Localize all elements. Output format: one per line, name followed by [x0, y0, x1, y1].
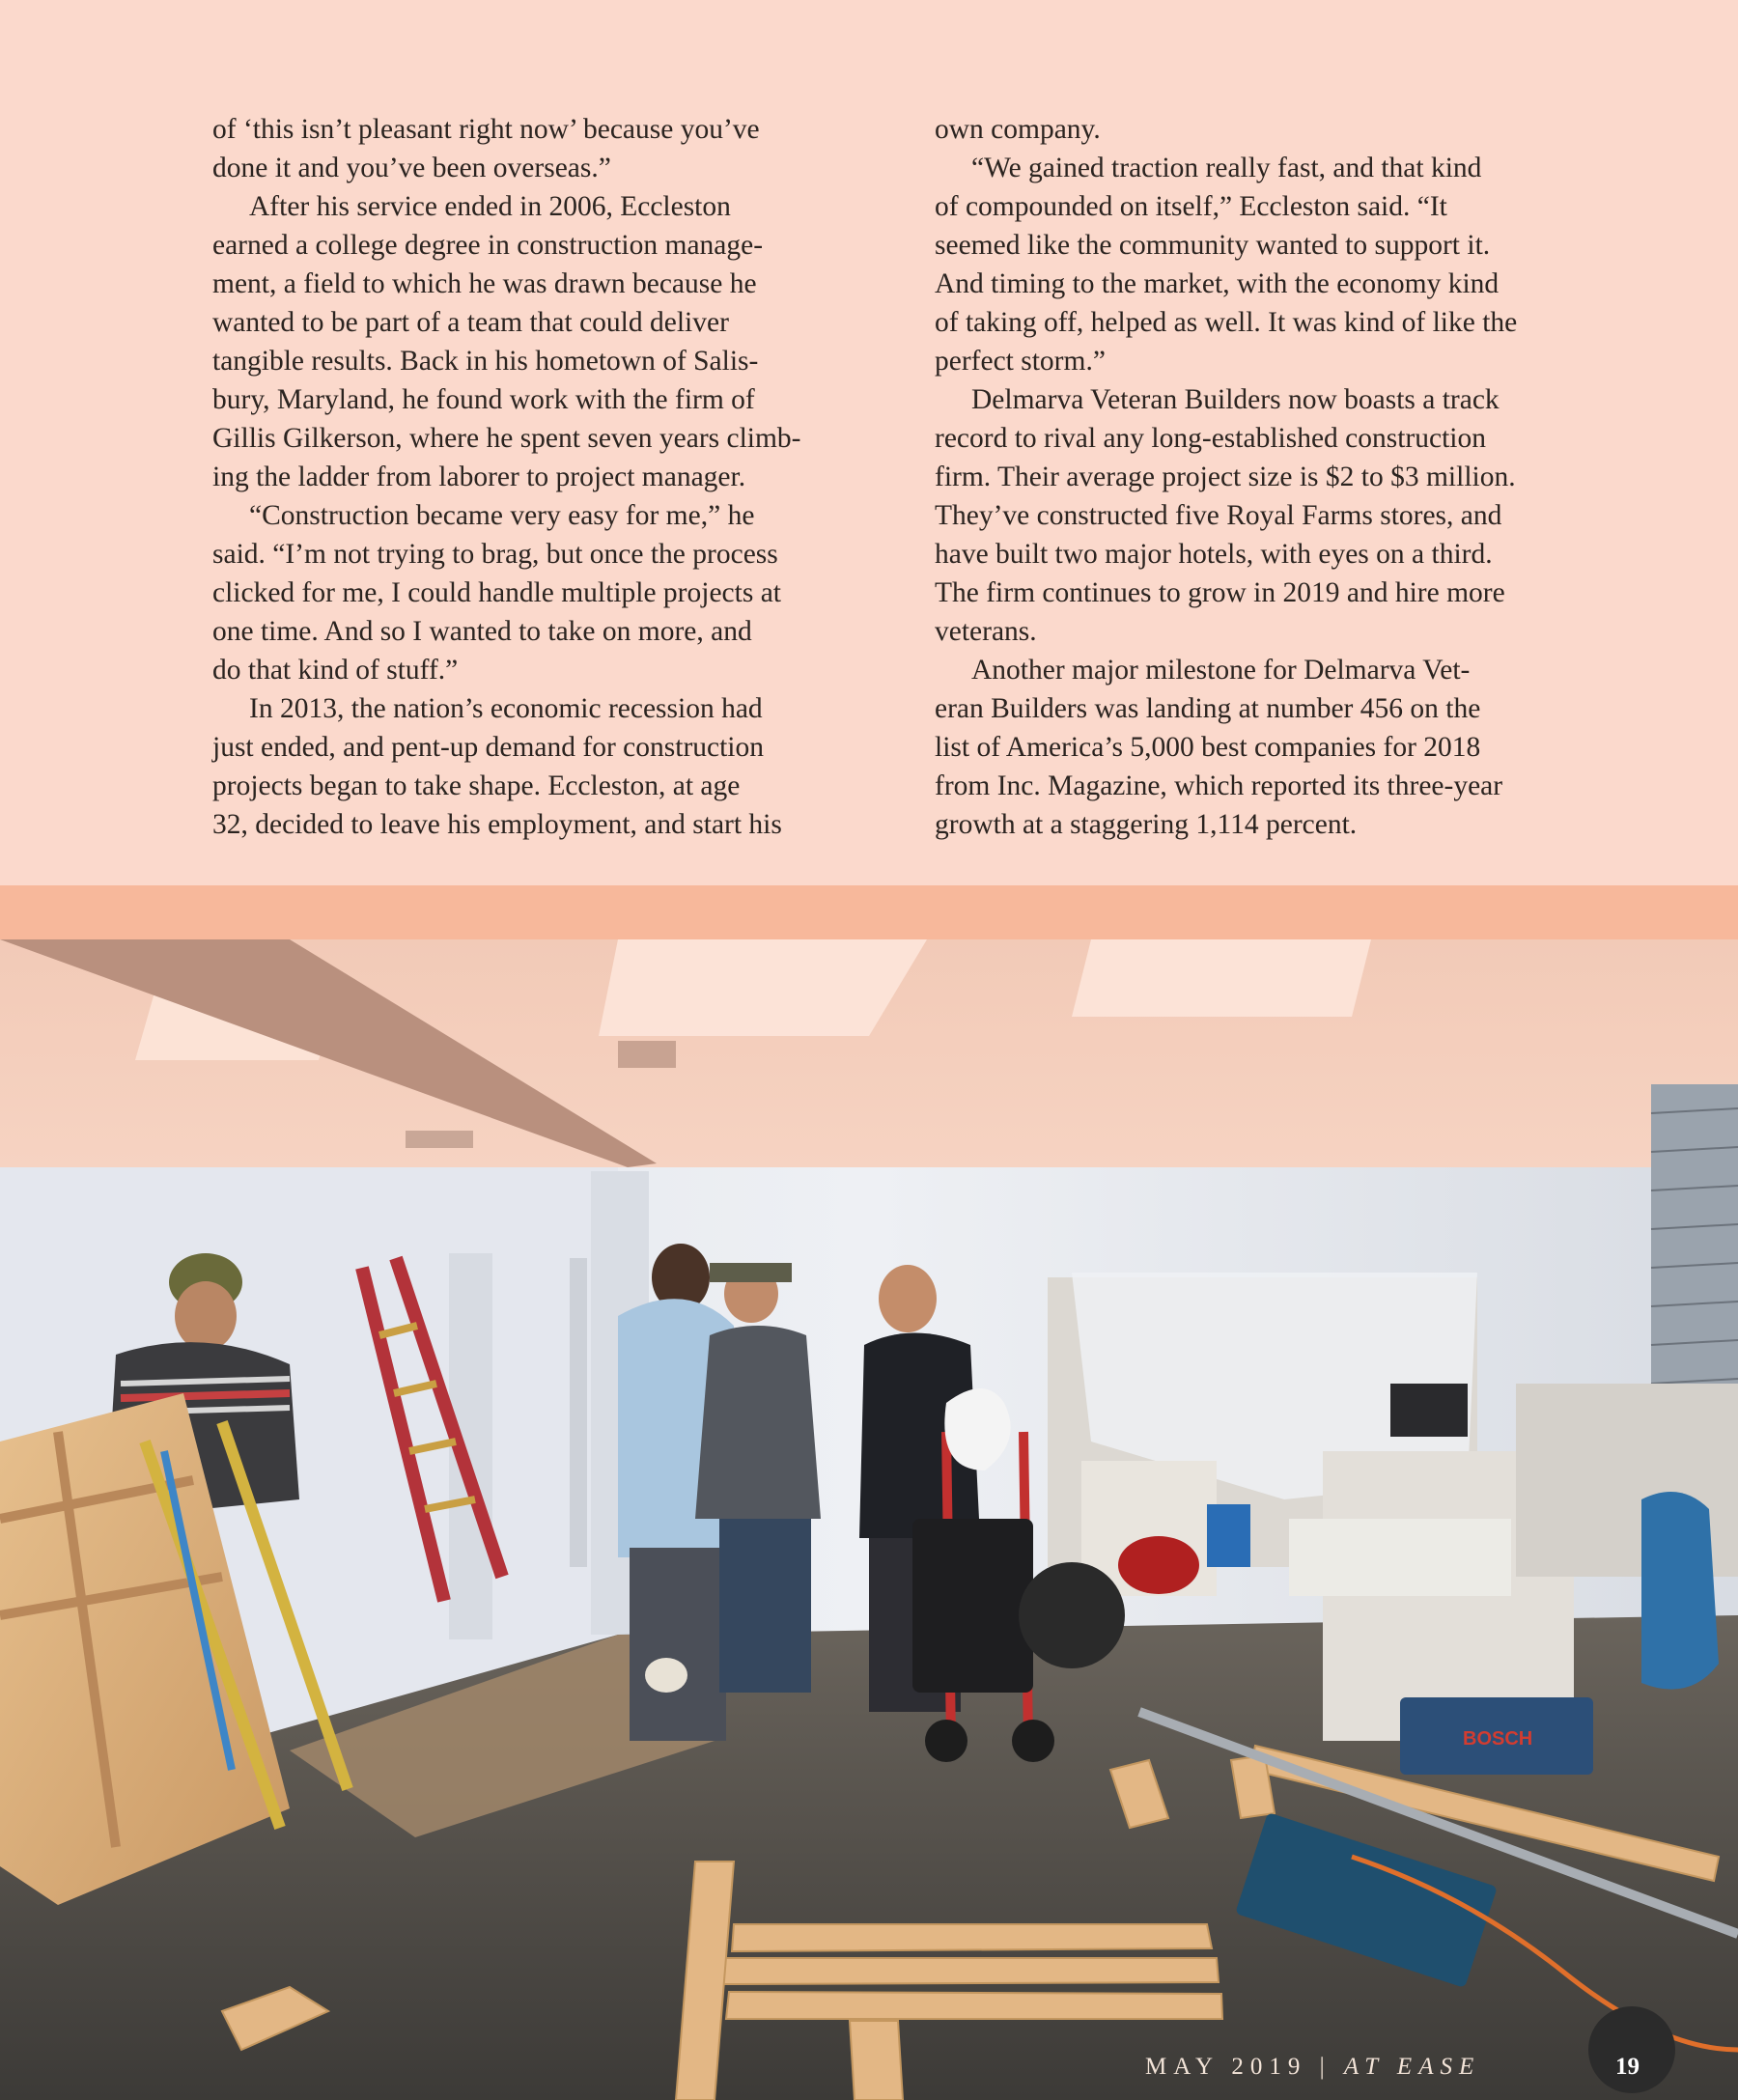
- article-column-right: [935, 110, 1591, 844]
- article-line: firm. Their average project size is $2 to $3 million.: [935, 462, 1516, 492]
- article-line: Gillis Gilkerson, where he spent seven years climb-: [212, 423, 801, 454]
- article-line: The firm continues to grow in 2019 and hire more: [935, 577, 1505, 608]
- article-paragraph: [212, 689, 869, 844]
- desk: [1289, 1519, 1511, 1596]
- article-line: growth at a staggering 1,114 percent.: [935, 809, 1358, 840]
- article-line: wanted to be part of a team that could deliver: [212, 307, 729, 338]
- tool-case-label: BOSCH: [1463, 1728, 1533, 1750]
- article-line: In 2013, the nation’s economic recession had: [249, 693, 763, 724]
- article-line: eran Builders was landing at number 456 on the: [935, 693, 1481, 724]
- article-line: perfect storm.”: [935, 346, 1106, 377]
- article-line: record to rival any long-established construction: [935, 423, 1486, 454]
- article-paragraph: [212, 187, 869, 496]
- article-line: Delmarva Veteran Builders now boasts a track: [971, 384, 1500, 415]
- article-line: Another major milestone for Delmarva Vet-: [971, 655, 1471, 686]
- article-line: one time. And so I wanted to take on more, and: [212, 616, 752, 647]
- article-line: veterans.: [935, 616, 1037, 647]
- article-line: They’ve constructed five Royal Farms stores, and: [935, 500, 1502, 531]
- folio-date-magazine: [1145, 2054, 1480, 2092]
- ceiling-light: [1072, 939, 1371, 1017]
- article-line: After his service ended in 2006, Eccleston: [249, 191, 731, 222]
- folio-date: MAY 2019: [1145, 2054, 1307, 2080]
- article-line: “We gained traction really fast, and that kind: [971, 153, 1482, 183]
- article-line: bury, Maryland, he found work with the firm of: [212, 384, 755, 415]
- article-line: said. “I’m not trying to brag, but once the process: [212, 539, 778, 570]
- article-line: projects began to take shape. Eccleston, at age: [212, 770, 741, 801]
- article-line: tangible results. Back in his hometown of Salis-: [212, 346, 759, 377]
- ceiling-light: [599, 939, 927, 1036]
- article-line: clicked for me, I could handle multiple projects at: [212, 577, 781, 608]
- folio-magazine: AT EASE: [1343, 2054, 1481, 2080]
- article-line: own company.: [935, 114, 1101, 145]
- shop-vac: [1118, 1536, 1199, 1594]
- article-text-area: [0, 0, 1738, 885]
- article-line: “Construction became very easy for me,” he: [249, 500, 755, 531]
- monitor: [1390, 1384, 1468, 1437]
- ceiling-vent: [618, 1041, 676, 1068]
- article-line: ment, a field to which he was drawn because he: [212, 268, 757, 299]
- article-paragraph: [935, 651, 1591, 844]
- article-paragraph: [212, 496, 869, 689]
- article-paragraph: [935, 149, 1591, 380]
- recycling-bin: [1207, 1504, 1250, 1567]
- page-number: 19: [1615, 2054, 1640, 2080]
- article-line: just ended, and pent-up demand for construction: [212, 732, 765, 763]
- article-line: done it and you’ve been overseas.”: [212, 153, 611, 183]
- trash-can: [912, 1519, 1033, 1693]
- article-paragraph: [935, 380, 1591, 651]
- article-line: of taking off, helped as well. It was kind of like the: [935, 307, 1518, 338]
- article-line: earned a college degree in construction manage-: [212, 230, 764, 261]
- construction-site-photo: [0, 939, 1738, 2100]
- article-line: of ‘this isn’t pleasant right now’ because you’ve: [212, 114, 760, 145]
- article-line: of compounded on itself,” Eccleston said. “It: [935, 191, 1447, 222]
- article-line: 32, decided to leave his employment, and start his: [212, 809, 782, 840]
- ceiling-vent: [406, 1131, 473, 1148]
- article-line: ing the ladder from laborer to project manager.: [212, 462, 746, 492]
- floor-fan: [1019, 1562, 1125, 1668]
- article-line: seemed like the community wanted to support it.: [935, 230, 1491, 261]
- article-line: list of America’s 5,000 best companies for 2018: [935, 732, 1481, 763]
- article-paragraph: [935, 110, 1591, 149]
- folio-separator: |: [1306, 2054, 1344, 2080]
- article-line: do that kind of stuff.”: [212, 655, 459, 686]
- article-paragraph: [212, 110, 869, 187]
- article-line: have built two major hotels, with eyes on a third.: [935, 539, 1493, 570]
- door: [570, 1258, 587, 1567]
- article-line: from Inc. Magazine, which reported its three-year: [935, 770, 1503, 801]
- accent-band: [0, 885, 1738, 939]
- article-line: And timing to the market, with the economy kind: [935, 268, 1500, 299]
- office-chair: [1641, 1492, 1719, 1690]
- article-column-left: [212, 110, 869, 844]
